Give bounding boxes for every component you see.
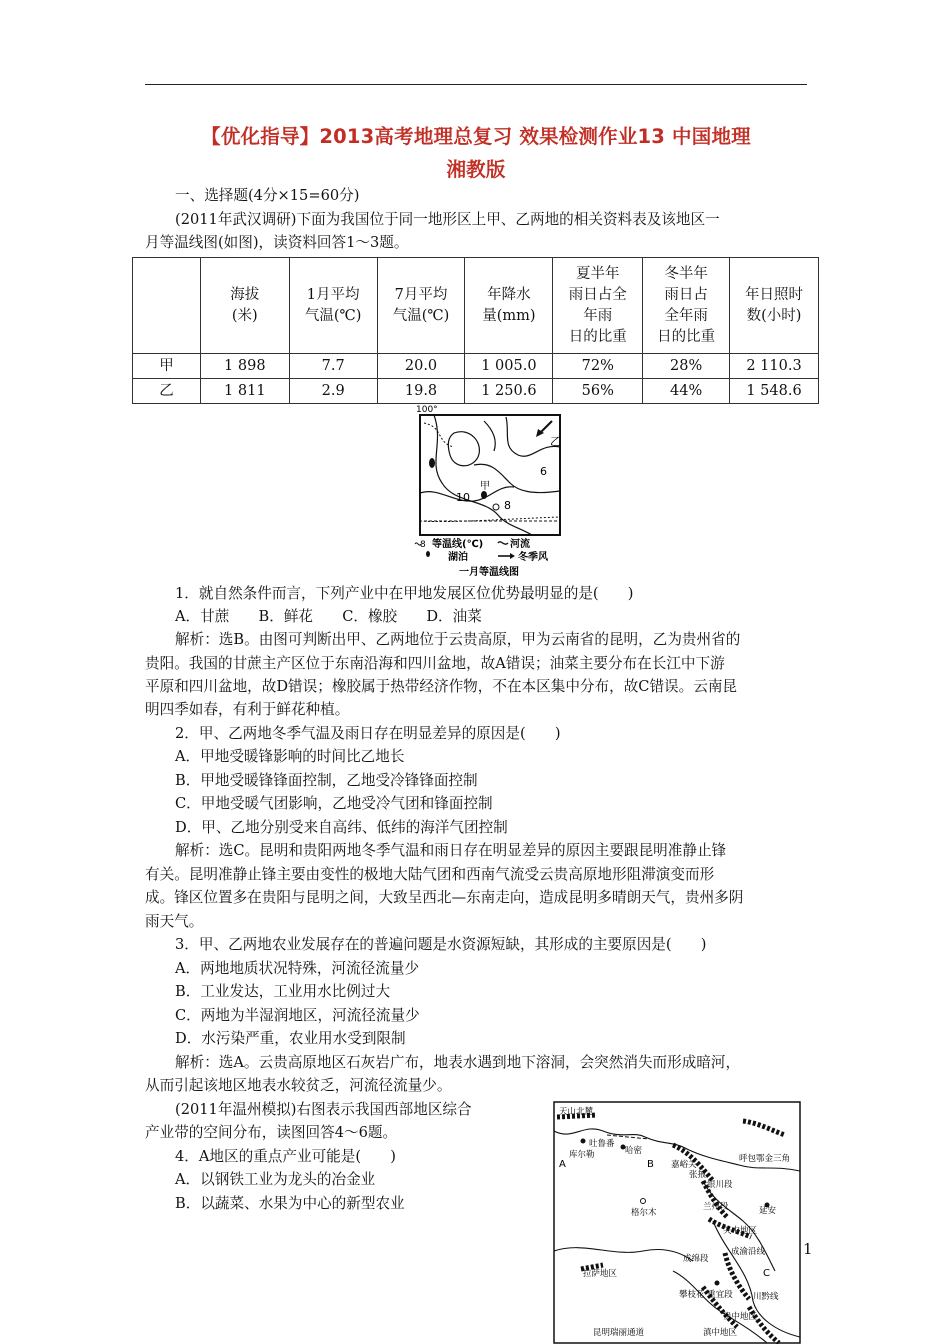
label-region-a: A <box>559 1159 566 1170</box>
label-yanan: 延安 <box>759 1206 777 1216</box>
city-marker <box>715 1281 720 1286</box>
table-cell: 1 548.6 <box>730 379 819 404</box>
table-cell: 72% <box>553 354 643 379</box>
table-cell: 2 110.3 <box>730 354 819 379</box>
legend-river-symbol <box>498 542 508 544</box>
answer-2-line: 有关。昆明准静止锋主要由变性的极地大陆气团和西南气流受云贵高原地形阻滞演变而形 <box>145 866 715 883</box>
label-panzhihua: 攀枝花 重宜段 <box>679 1290 733 1300</box>
question-4: 4．A地区的重点产业可能是( ) <box>175 1148 396 1165</box>
label-jiayuguan: 嘉峪关 <box>671 1160 697 1170</box>
header-rule <box>145 84 807 85</box>
question-2-option: A．甲地受暖锋影响的时间比乙地长 <box>175 748 405 765</box>
label-isotherm-8: 8 <box>504 499 511 512</box>
table-cell: 56% <box>553 379 643 404</box>
label-yinchuan: 银川段 <box>707 1180 733 1190</box>
label-turpan: 吐鲁番 <box>589 1139 615 1149</box>
longitude-label: 100° <box>416 405 438 415</box>
answer-2-line: 雨天气。 <box>145 913 204 930</box>
header-precipitation: 年降水 量(mm) <box>465 258 553 354</box>
answer-1-line: 解析：选B。由图可判断出甲、乙两地位于云贵高原，甲为云南省的昆明，乙为贵州省的 <box>175 631 741 648</box>
intro-q4-6: (2011年温州模拟)右图表示我国西部地区综合 <box>175 1101 472 1118</box>
row-label: 乙 <box>133 379 201 404</box>
question-2: 2．甲、乙两地冬季气温及雨日存在明显差异的原因是( ) <box>175 725 561 742</box>
table-header-row <box>133 258 819 354</box>
question-3-option: C．两地为半湿润地区，河流径流量少 <box>175 1007 420 1024</box>
intro-line-2: 月等温线图(如图)，读资料回答1～3题。 <box>145 234 409 251</box>
table-cell: 20.0 <box>377 354 465 379</box>
data-table <box>132 257 819 404</box>
label-golmud: 格尔木 <box>631 1208 657 1218</box>
page-number: 1 <box>803 1240 813 1258</box>
question-1: 1．就自然条件而言，下列产业中在甲地发展区位优势最明显的是( ) <box>175 585 634 602</box>
legend-monsoon: 冬季风 <box>518 552 548 563</box>
question-4-option: B．以蔬菜、水果为中心的新型农业 <box>175 1195 405 1212</box>
header-winter-rain-days: 冬半年 雨日占 全年雨 日的比重 <box>643 258 730 354</box>
legend-monsoon-arrowhead <box>510 553 515 559</box>
label-jia: 甲 <box>480 481 490 492</box>
question-3-option: B．工业发达，工业用水比例过大 <box>175 983 391 1000</box>
label-korla: 库尔勒 <box>569 1150 595 1160</box>
label-kunming: 昆明瑞丽通道 <box>593 1328 645 1338</box>
label-hubao: 呼包鄂金三角 <box>739 1154 791 1164</box>
intro-line-1: (2011年武汉调研)下面为我国位于同一地形区上甲、乙两地的相关资料表及该地区一 <box>175 211 720 228</box>
answer-2-line: 成。锋区位置多在贵阳与昆明之间，大致呈西北—东南走向，造成昆明多晴朗天气，贵州多阴 <box>145 889 744 906</box>
answer-1-line: 平原和四川盆地，故D错误；橡胶属于热带经济作物，不在本区集中分布，故C错误。云南昆 <box>145 678 738 695</box>
section-heading: 一、选择题(4分×15=60分) <box>175 187 360 204</box>
question-1-options: A．甘蔗 B．鲜花 C．橡胶 D．油菜 <box>175 608 482 625</box>
table-corner-cell <box>133 258 201 354</box>
answer-3-line: 从而引起该地区地表水较贫乏，河流径流量少。 <box>145 1077 452 1094</box>
legend-lake-symbol <box>426 551 430 557</box>
question-2-option: C．甲地受暖气团影响，乙地受冷气团和锋面控制 <box>175 795 493 812</box>
table-cell: 1 898 <box>200 354 289 379</box>
answer-1-line: 贵阳。我国的甘蔗主产区位于东南沿海和四川盆地，故A错误；油菜主要分布在长江中下游 <box>145 655 725 672</box>
label-dianzhong: 滇中地区 <box>703 1328 738 1338</box>
answer-2-line: 解析：选C。昆明和贵阳两地冬季气温和雨日存在明显差异的原因主要跟昆明准静止锋 <box>175 842 727 859</box>
header-jan-temp: 1月平均 气温(℃) <box>289 258 377 354</box>
document-title-line1: 【优化指导】2013高考地理总复习 效果检测作业13 中国地理 <box>201 125 751 148</box>
label-isotherm-10: 10 <box>456 491 470 504</box>
question-2-option: B．甲地受暖锋锋面控制，乙地受冷锋锋面控制 <box>175 772 478 789</box>
western-industry-map <box>553 1101 801 1344</box>
label-hami: 哈密 <box>625 1146 643 1156</box>
label-chengmian: 成绵段 <box>683 1254 709 1264</box>
label-chengyu: 成渝沿线 <box>731 1247 766 1257</box>
row-label: 甲 <box>133 354 201 379</box>
header-jul-temp: 7月平均 气温(℃) <box>377 258 465 354</box>
legend-isotherm: 等温线(℃) <box>432 539 484 550</box>
legend-river: 河流 <box>510 539 530 550</box>
table-cell: 1 811 <box>200 379 289 404</box>
table-cell: 7.7 <box>289 354 377 379</box>
answer-1-line: 明四季如春，有利于鲜花种植。 <box>145 701 350 718</box>
label-tianshan: 天山北麓 <box>559 1107 594 1117</box>
city-marker <box>581 1139 586 1144</box>
table-cell: 44% <box>643 379 730 404</box>
map-caption: 一月等温线图 <box>459 567 519 578</box>
isotherm-map <box>414 403 564 591</box>
label-lhasa: 拉萨地区 <box>583 1269 618 1279</box>
question-2-option: D．甲、乙地分别受来自高纬、低纬的海洋气团控制 <box>175 819 508 836</box>
table-cell: 1 005.0 <box>465 354 553 379</box>
table-row <box>133 379 819 404</box>
document-title-line2: 湘教版 <box>446 158 506 181</box>
label-region-c: C <box>763 1268 770 1279</box>
label-guanzhong: 关中地区 <box>723 1226 758 1236</box>
question-3: 3．甲、乙两地农业发展存在的普遍问题是水资源短缺，其形成的主要原因是( ) <box>175 936 707 953</box>
intro-q4-6: 产业带的空间分布，读图回答4～6题。 <box>145 1124 398 1141</box>
header-summer-rain-days: 夏半年 雨日占全 年雨 日的比重 <box>553 258 643 354</box>
header-sunshine: 年日照时 数(小时) <box>730 258 819 354</box>
table-cell: 2.9 <box>289 379 377 404</box>
table-cell: 1 250.6 <box>465 379 553 404</box>
answer-3-line: 解析：选A。云贵高原地区石灰岩广布，地表水遇到地下溶洞，会突然消失而形成暗河， <box>175 1054 741 1071</box>
lake <box>429 458 435 468</box>
legend-lake: 湖泊 <box>448 552 468 563</box>
header-altitude: 海拔 (米) <box>200 258 289 354</box>
label-zhangye: 张掖 <box>689 1170 707 1180</box>
question-3-option: A．两地地质状况特殊，河流径流量少 <box>175 960 420 977</box>
table-cell: 19.8 <box>377 379 465 404</box>
lake <box>481 491 487 499</box>
legend-sample: 8 <box>420 540 426 550</box>
question-3-option: D．水污染严重，农业用水受到限制 <box>175 1030 406 1047</box>
label-region-b: B <box>647 1159 654 1170</box>
question-4-option: A．以钢铁工业为龙头的冶金业 <box>175 1171 376 1188</box>
label-yi: 乙 <box>550 435 561 448</box>
label-chuanqian: 川黔线 <box>753 1292 779 1302</box>
label-guizhong: 贵中地区 <box>723 1312 758 1322</box>
table-cell: 28% <box>643 354 730 379</box>
label-isotherm-6: 6 <box>540 465 547 478</box>
table-row <box>133 354 819 379</box>
label-lanzhou: 兰州段 <box>703 1202 729 1212</box>
